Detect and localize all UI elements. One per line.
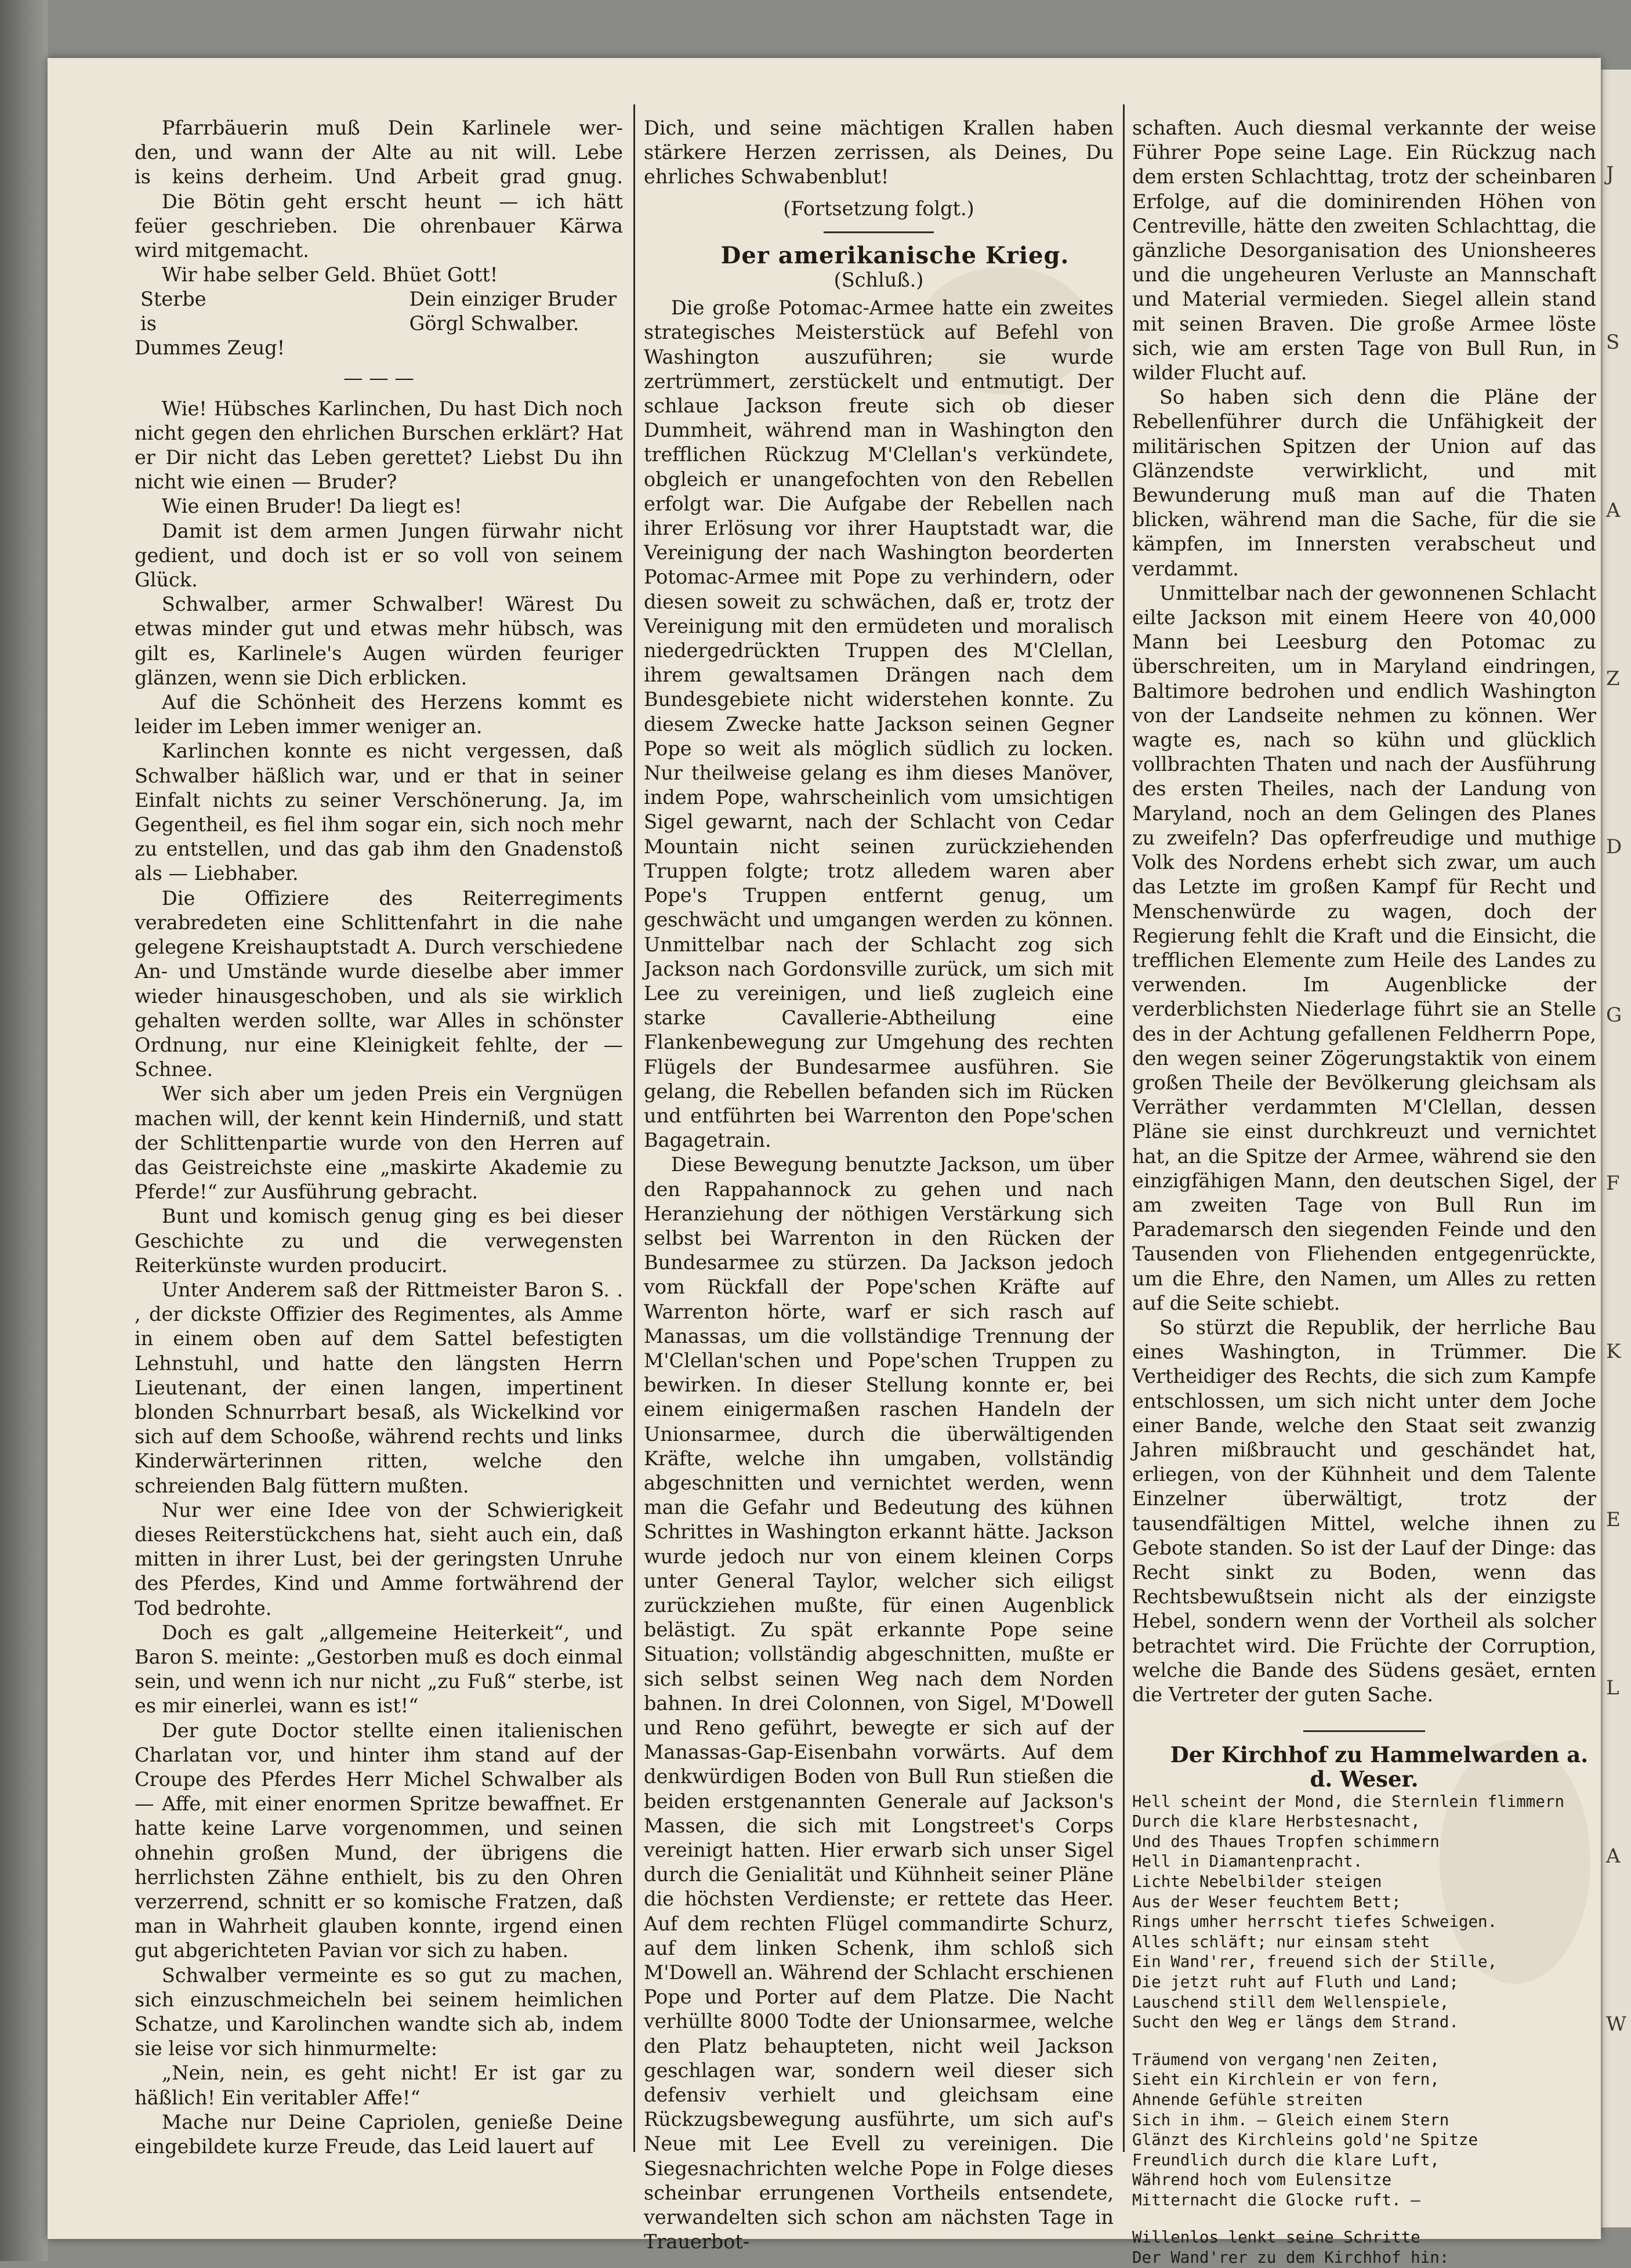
paragraph: schaften. Auch diesmal verkannte der weise Führer Pope seine Lage. Ein Rückzug nach dem ersten Schlachttag, trotz der scheinbaren Erfolge, auf die dominirenden Höhen von Centreville, hätte den zweiten Schlachttag, die gänzliche Desorganisation des Unionsheeres und die ungeheuren Verluste an Mannschaft und Material vermieden. Siegel allein stand mit seinen Braven. Die große Armee löste sich, wie am ersten Tage von Bull Run, in wilder Flucht auf. — [1132, 117, 1596, 385]
poem-line: Ahnende Gefühle streiten — [1132, 2090, 1363, 2109]
margin-fragment: D — [1606, 835, 1622, 858]
poem-line: Sich in ihm. — Gleich einem Stern — [1132, 2110, 1449, 2129]
paragraph: Schwalber, armer Schwalber! Wärest Du etwas minder gut und etwas mehr hübsch, was gilt es, Karlinele's Augen würden feuriger glänzen, wenn sie Dich erblicken. — [135, 593, 623, 689]
margin-fragment: L — [1606, 1676, 1619, 1700]
paragraph: Wie! Hübsches Karlinchen, Du hast Dich noch nicht gegen den ehrlichen Burschen erklärt? Hat er Dir nicht das Leben gerettet? Liebst Du ihn nicht wie einen — Bruder? — [135, 397, 623, 494]
margin-fragment: J — [1606, 162, 1614, 186]
letter-line: wird mitgemacht. — [135, 239, 309, 262]
letter-text — [135, 116, 623, 287]
poem-line: Aus der Weser feuchtem Bett; — [1132, 1892, 1401, 1911]
poem-line: Lichte Nebelbilder steigen — [1132, 1872, 1382, 1891]
poem-line: Freundlich durch die klare Luft, — [1132, 2150, 1440, 2169]
short-rule — [1303, 1730, 1425, 1732]
article-text — [644, 296, 1114, 2254]
signoff-right-2: Görgl Schwalber. — [409, 312, 579, 335]
letter-line: Die Bötin geht erscht heunt — ich hätt — [161, 190, 623, 213]
paragraph: Schwalber vermeinte es so gut zu machen, sich einzuschmeicheln bei seinem heimlichen Schatze, und Karolinchen wandte sich ab, indem sie leise vor sich hinmurmelte: — [135, 1963, 623, 2060]
article-headline: Der amerikanische Krieg. — [720, 241, 1070, 269]
poem-line: Ein Wand'rer, freuend sich der Stille, — [1132, 1952, 1498, 1972]
paragraph: Nur wer eine Idee von der Schwierigkeit dieses Reiterstückchens hat, sieht auch ein, daß mitten in ihrer Lust, bei der geringsten Unruhe des Pferdes, Kind und Amme fortwährend der Tod bedrohte. — [135, 1498, 623, 1620]
schluss-note: (Schluß.) — [833, 269, 924, 292]
poem-title: Der Kirchhof zu Hammelwarden a. d. Weser. — [1170, 1742, 1589, 1792]
poem-line: Glänzt des Kirchleins gold'ne Spitze — [1132, 2131, 1478, 2150]
stanza-gap — [1132, 2210, 1596, 2227]
poem-line: Träumend von vergang'nen Zeiten, — [1132, 2050, 1440, 2069]
letter-line: Pfarrbäuerin muß Dein Karlinele wer- — [161, 117, 623, 139]
story-continuation: Dich, und seine mächtigen Krallen haben stärkere Herzen zerrissen, als Deines, Du ehrliches Schwabenblut! — [644, 117, 1114, 189]
paragraph: Karlinchen konnte es nicht vergessen, daß Schwalber häßlich war, und er that in seiner Einfalt nichts zu seiner Verschönerung. Ja, im Gegentheil, es fiel ihm sogar ein, sich noch mehr zu entstellen, und das gab ihm den Gnadenstoß als — Liebhaber. — [135, 740, 623, 885]
margin-fragment: A — [1606, 1845, 1621, 1868]
paragraph: Der gute Doctor stellte einen italienischen Charlatan vor, und hinter ihm stand auf der Croupe des Pferdes Herr Michel Schwalber als — Affe, mit einer enormen Spritze bewaffnet. Er hatte keine Larve vorgenommen, und seinen ohnehin großen Mund, der übrigens die herrlichsten Zähne enthielt, bis zu den Ohren verzerrend, schnitt er so komische Fratzen, daß man in Wahrheit glauben konnte, irgend einen gut abgerichteten Pavian vor sich zu haben. — [135, 1719, 623, 1962]
paragraph: Wie einen Bruder! Da liegt es! — [161, 495, 462, 518]
column-divider — [1123, 104, 1125, 2152]
paragraph: Doch es galt „allgemeine Heiterkeit“, und Baron S. meinte: „Gestorben muß es doch einmal sein, und wenn ich nur nicht „zu Fuß“ sterbe, ist es mir einerlei, wann es ist!“ — [135, 1621, 623, 1718]
signoff-left-1: Sterbe — [140, 288, 206, 311]
letter-line: is keins derheim. Und Arbeit grad gnug. — [135, 165, 623, 189]
poem-line: Mitternacht die Glocke ruft. — — [1132, 2190, 1420, 2209]
margin-fragment: K — [1606, 1340, 1621, 1363]
margin-fragment: A — [1606, 499, 1621, 522]
poem-line: Alles schläft; nur einsam steht — [1132, 1932, 1430, 1951]
poem-line: Willenlos lenkt seine Schritte — [1132, 2228, 1420, 2247]
stanza-gap — [1132, 2032, 1596, 2050]
margin-fragment: S — [1606, 331, 1620, 354]
section-divider: — — — — [343, 367, 414, 390]
signoff-left-3: Dummes Zeug! — [135, 336, 285, 360]
fortsetzung-note: (Fortsetzung folgt.) — [783, 197, 974, 220]
column-2 — [644, 116, 1114, 2253]
paragraph: Die große Potomac-Armee hatte ein zweites strategisches Meisterstück auf Befehl von Washington auszuführen; sie wurde zertrümmert, zerstückelt und entmutigt. Der schlaue Jackson freute sich ob dieser Dummheit, während man in Washington den trefflichen Rückzug M'Clellan's verkündete, obgleich er unangefochten von den Rebellen erfolgt war. Die Aufgabe der Rebellen nach ihrer Erlösung vor ihrer Hauptstadt war, die Vereinigung der nach Washington beorderten Potomac-Armee mit Pope zu verhindern, oder diesen soweit zu schwächen, daß er, trotz der Vereinigung mit den ermüdeten und moralisch niedergedrückten Truppen des M'Clellan, ihrem gewaltsamen Drängen nach dem Bundesgebiete nicht widerstehen konnte. Zu diesem Zwecke hatte Jackson seinen Gegner Pope so weit als möglich südlich zu locken. Nur theilweise gelang es ihm dieses Manöver, indem Pope, wahrscheinlich vom umsichtigen Sigel gewarnt, nach der Schlacht von Cedar Mountain nicht seinen zurückziehenden Truppen folgte; trotz alledem waren aber Pope's Truppen entfernt genug, um geschwächt und umgangen werden zu können. Unmittelbar nach der Schlacht zog sich Jackson nach Gordonsville zurück, um sich mit Lee zu vereinigen, und ließ zugleich eine starke Cavallerie-Abtheilung eine Flankenbewegung zur Umgehung des rechten Flügels der Bundesarmee ausführen. Sie gelang, die Rebellen befanden sich im Rücken und entführten bei Warrenton den Pope'schen Bagagetrain. — [644, 296, 1114, 1152]
letter-line: Wir habe selber Geld. Bhüet Gott! — [161, 263, 498, 287]
paragraph: Diese Bewegung benutzte Jackson, um über den Rappahannock zu gehen und nach Heranziehung der nöthigen Verstärkung sich selbst bei Warrenton in den Rücken der Bundesarmee zu stürzen. Da Jackson jedoch vom Rückfall der Pope'schen Kräfte auf Warrenton hörte, warf er sich rasch auf Manassas, um die vollständige Trennung der M'Clellan'schen und Pope'schen Truppen zu bewirken. In dieser Stellung konnte er, bei einem einigermaßen raschen Handeln der Unionsarmee, durch die überwältigenden Kräfte, welche ihn umgaben, vollständig abgeschnitten und vernichtet werden, wenn man die Gefahr und Bedeutung des kühnen Schrittes in Washington erkannt hätte. Jackson wurde jedoch nur von einem kleinen Corps unter General Taylor, welcher sich eiligst zurückziehen mußte, für einen Augenblick belästigt. Zu spät erkannte Pope seine Situation; vollständig abgeschnitten, mußte er sich selbst seinen Weg nach dem Norden bahnen. In drei Colonnen, von Sigel, M'Dowell und Reno geführt, bewegte er sich auf der Manassas-Gap-Eisenbahn vorwärts. Auf dem denkwürdigen Boden von Bull Run stießen die beiden erstgenannten Generale auf Jackson's Massen, die sich mit Longstreet's Corps vereinigt hatten. Hier erwarb sich unser Sigel durch die Genialität und Kühnheit seiner Pläne die höchsten Verdienste; er rettete das Heer. Auf dem rechten Flügel commandirte Schurz, auf dem linken Schenk, ihm schloß sich M'Dowell an. Während der Schlacht erschienen Pope und Porter auf dem Platze. Die Nacht verhüllte 8000 Todte der Unionsarmee, welche den Platz behaupteten, nicht weil Jackson geschlagen war, sondern weil dieser sich defensiv verhielt und gleichsam eine Rückzugsbewegung ausführte, um sich auf's Neue mit Lee Evell zu vereinigen. Die Siegesnachrichten welche Pope in Folge dieses scheinbar errungenen Vortheils entsendete, verwandelten sich schon am nächsten Tage in Trauerbot- — [644, 1153, 1114, 2253]
column-divider — [633, 104, 635, 2152]
margin-fragment: W — [1606, 2013, 1626, 2036]
poem-line: Die jetzt ruht auf Fluth und Land; — [1132, 1972, 1459, 1991]
paragraph: Auf die Schönheit des Herzens kommt es leider im Leben immer weniger an. — [135, 691, 623, 738]
column-1 — [135, 116, 623, 2158]
poem-line: Der Wand'rer zu dem Kirchhof hin: — [1132, 2248, 1449, 2267]
signoff-left-2: is — [140, 312, 157, 335]
poem-line: Sucht den Weg er längs dem Strand. — [1132, 2013, 1459, 2032]
margin-fragment: G — [1606, 1003, 1622, 1027]
letter-line: feüer geschrieben. Die ohrenbauer Kärwa — [135, 214, 623, 237]
paragraph: Mache nur Deine Capriolen, genieße Deine eingebildete kurze Freude, das Leid lauert auf — [135, 2110, 623, 2158]
paragraph: Damit ist dem armen Jungen fürwahr nicht gedient, und doch ist er so voll von seinem Glück. — [135, 519, 623, 592]
margin-fragment: E — [1606, 1508, 1621, 1531]
poem-line: Durch die klare Herbstesnacht, — [1132, 1812, 1420, 1831]
poem — [1132, 1792, 1596, 2268]
paragraph: Die Offiziere des Reiterregiments verabredeten eine Schlittenfahrt in die nahe gelegene Kreishauptstadt A. Durch verschiedene An- und Umstände wurde dieselbe aber immer wieder hinausgeschoben, und als sie wirklich gehalten werden sollte, war Alles in schönster Ordnung, nur eine Kleinigkeit fehlte, der — Schnee. — [135, 886, 623, 1081]
margin-fragment: Z — [1606, 667, 1620, 690]
poem-line: Und des Thaues Tropfen schimmern — [1132, 1832, 1440, 1851]
poem-line: Sieht ein Kirchlein er von fern, — [1132, 2070, 1440, 2089]
poem-line: Während hoch vom Eulensitze — [1132, 2171, 1392, 2190]
scan-border — [0, 0, 48, 2261]
paragraph: Unmittelbar nach der gewonnenen Schlacht eilte Jackson mit einem Heere von 40,000 Mann bei Leesburg den Potomac zu überschreiten, um in Maryland eindringen, Baltimore bedrohen und endlich Washington von der Landseite nehmen zu können. Wer wagte es, nach so kühn und glücklich vollbrachten Thaten und nach der Ausführung des ersten Theiles, nach der Landung von Maryland, noch an dem Gelingen des Planes zu zweifeln? Das opferfreudige und muthige Volk des Nordens erhebt sich zwar, um auch das Letzte im großen Kampf für Recht und Menschenwürde zu wagen, doch der Regierung fehlt die Kraft und die Einsicht, die trefflichen Elemente zum Heile des Landes zu verwenden. Im Augenblicke der verderblichsten Niederlage führt sie an Stelle des in der Achtung gefallenen Feldherrn Pope, den wegen seiner Zögerungstaktik von einem großen Theile der Bevölkerung gleichsam als Verräther verdammten M'Clellan, dessen Pläne sie einst durchkreuzt und vernichtet hat, an die Spitze der Armee, während sie den einzigfähigen Mann, den deutschen Sigel, der am zweiten Tage von Bull Run im Parademarsch den siegenden Feinde und den Tausenden von Fliehenden entgegenrückte, um die Ehre, den Namen, um Alles zu retten auf die Seite schiebt. — [1132, 581, 1596, 1314]
paragraph: „Nein, nein, es geht nicht! Er ist gar zu häßlich! Ein veritabler Affe!“ — [135, 2062, 623, 2109]
paragraph: Wer sich aber um jeden Preis ein Vergnügen machen will, der kennt kein Hinderniß, und statt der Schlittenpartie wurde von den Herren auf das Geistreichste eine „maskirte Akademie zu Pferde!“ zur Ausführung gebracht. — [135, 1082, 623, 1204]
margin-fragment: F — [1606, 1172, 1620, 1195]
poem-line: Hell scheint der Mond, die Sternlein flimmern — [1132, 1792, 1565, 1811]
article-text-continued — [1132, 116, 1596, 1707]
story-text — [135, 397, 623, 2160]
poem-line: Lauschend still dem Wellenspiele, — [1132, 1992, 1449, 2012]
short-rule — [824, 231, 934, 233]
poem-line: Rings umher herrscht tiefes Schweigen. — [1132, 1912, 1498, 1932]
column-3 — [1132, 116, 1596, 2267]
paragraph: Bunt und komisch genug ging es bei dieser Geschichte zu und die verwegensten Reiterkünste wurden producirt. — [135, 1205, 623, 1277]
letter-line: den, und wann der Alte au nit will. Lebe — [135, 141, 623, 164]
signoff-right-1: Dein einziger Bruder — [409, 288, 617, 311]
paragraph: So stürzt die Republik, der herrliche Bau eines Washington, in Trümmer. Die Vertheidiger des Rechts, die sich zum Kampfe entschlossen, um sich nicht unter dem Joche einer Bande, welche den Staat seit zwanzig Jahren mißbraucht und geschändet hat, erliegen, von der Kühnheit und dem Talente Einzelner überwältigt, trotz der tausendfältigen Mittel, welche ihnen zu Gebote standen. So ist der Lauf der Dinge: das Recht sinkt zu Boden, wenn das Rechtsbewußtsein nicht als der einzigste Hebel, sondern wenn der Vortheil als solcher betrachtet wird. Die Früchte der Corruption, welche die Bande des Südens gesäet, ernten die Vertreter der guten Sache. — [1132, 1316, 1596, 1706]
next-page-edge — [1601, 70, 1631, 2227]
paragraph: So haben sich denn die Pläne der Rebellenführer durch die Unfähigkeit der militärischen Spitzen der Union auf das Glänzendste verwirklicht, und mit Bewunderung muß man auf die Thaten blicken, während man die Sache, für die sie kämpfen, im Innersten verabscheut und verdammt. — [1132, 386, 1596, 580]
paragraph: Unter Anderem saß der Rittmeister Baron S. . , der dickste Offizier des Regimentes, als Amme in einem oben auf dem Sattel befestigten Lehnstuhl, und hatte den längsten Herrn Lieutenant, der einen langen, impertinent blonden Schnurrbart besaß, als Wickelkind vor sich auf dem Schooße, während rechts und links Kinderwärterinnen ritten, welche den schreienden Balg füttern mußten. — [135, 1278, 623, 1497]
poem-line: Hell in Diamantenpracht. — [1132, 1852, 1363, 1871]
letter-signoff — [135, 287, 623, 360]
